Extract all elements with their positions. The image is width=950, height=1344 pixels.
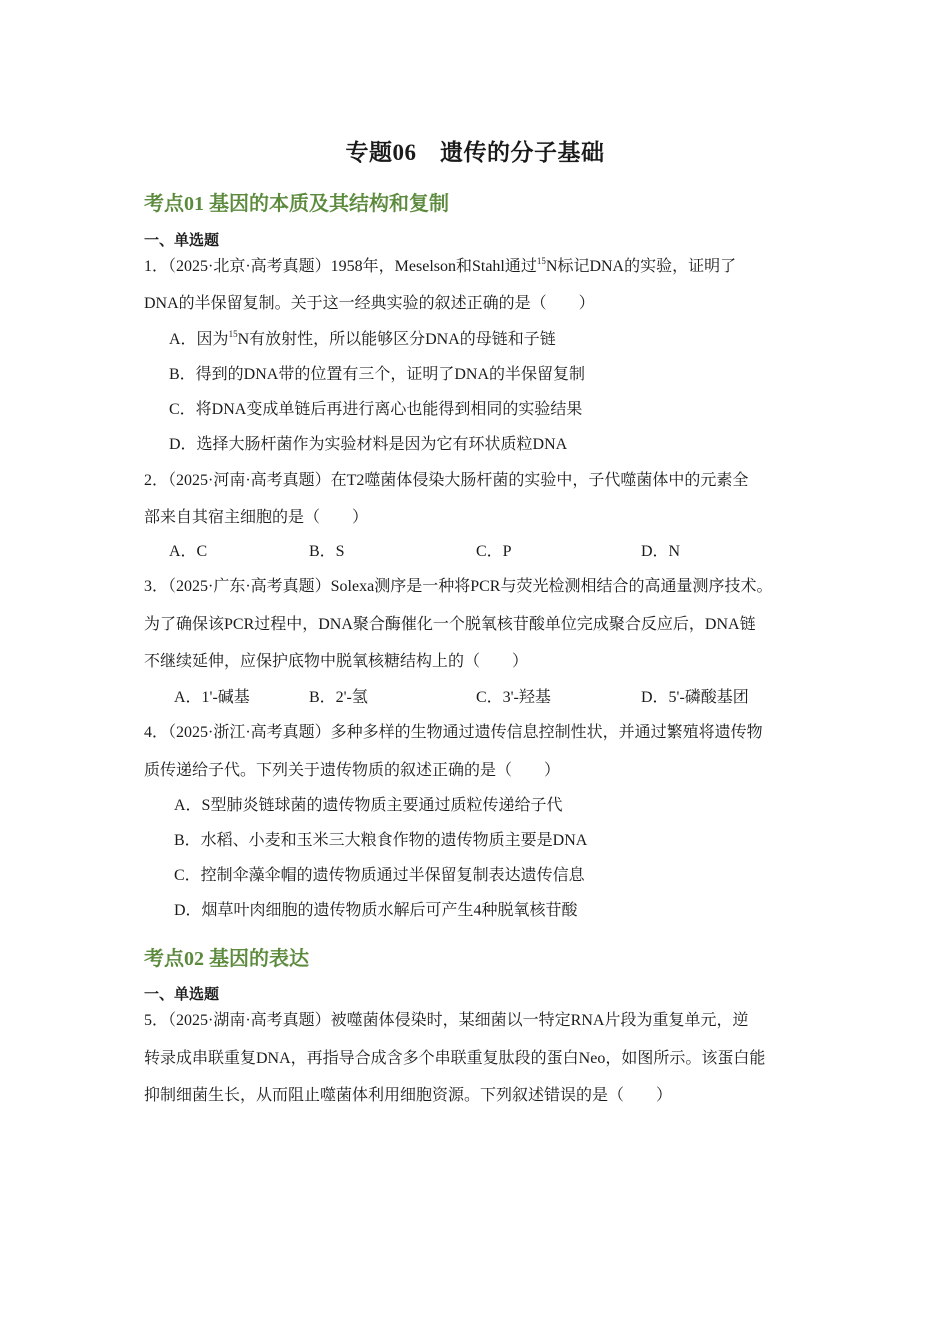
question-1-text-b: N标记DNA的实验，证明了: [545, 258, 737, 275]
question-1-line-1: [144, 253, 736, 276]
option-text: A．因为: [169, 331, 229, 348]
superscript: 15: [536, 256, 546, 266]
question-2-option-b: B．S: [309, 543, 345, 560]
question-2-option-c: C．P: [476, 543, 512, 560]
question-1-option-b: B．得到的DNA带的位置有三个，证明了DNA的半保留复制: [169, 366, 586, 383]
question-4-line-2: 质传递给子代。下列关于遗传物质的叙述正确的是（ ）: [144, 762, 561, 779]
question-type-label-1: 一、单选题: [144, 233, 220, 249]
question-3-option-c: C．3'-羟基: [476, 689, 551, 706]
option-text: N有放射性，所以能够区分DNA的母链和子链: [237, 331, 556, 348]
question-4-option-d: D．烟草叶肉细胞的遗传物质水解后可产生4种脱氧核苷酸: [174, 902, 578, 919]
section-heading-1: 考点01 基因的本质及其结构和复制: [144, 193, 449, 215]
question-2-line-2: 部来自其宿主细胞的是（ ）: [144, 509, 369, 526]
question-5-line-1: 5．（2025·湖南·高考真题）被噬菌体侵染时，某细菌以一特定RNA片段为重复单元，逆: [144, 1012, 749, 1029]
question-1-option-d: D．选择大肠杆菌作为实验材料是因为它有环状质粒DNA: [169, 436, 568, 453]
question-5-line-2: 转录成串联重复DNA，再指导合成含多个串联重复肽段的蛋白Neo，如图所示。该蛋白能: [144, 1050, 766, 1067]
question-1-option-a: [169, 326, 556, 349]
question-3-option-b: B．2'-氢: [309, 689, 368, 706]
question-4-line-1: 4．（2025·浙江·高考真题）多种多样的生物通过遗传信息控制性状，并通过繁殖将遗传物: [144, 724, 763, 741]
question-4-option-a: A．S型肺炎链球菌的遗传物质主要通过质粒传递给子代: [174, 797, 563, 814]
section-heading-2: 考点02 基因的表达: [144, 948, 309, 970]
question-1-line-2: DNA的半保留复制。关于这一经典实验的叙述正确的是（ ）: [144, 295, 595, 312]
question-1-text-a: 1．（2025·北京·高考真题）1958年，Meselson和Stahl通过: [144, 258, 537, 275]
question-type-label-2: 一、单选题: [144, 987, 220, 1003]
question-4-option-c: C．控制伞藻伞帽的遗传物质通过半保留复制表达遗传信息: [174, 867, 585, 884]
question-2-line-1: 2．（2025·河南·高考真题）在T2噬菌体侵染大肠杆菌的实验中，子代噬菌体中的元素全: [144, 472, 749, 489]
question-4-option-b: B．水稻、小麦和玉米三大粮食作物的遗传物质主要是DNA: [174, 832, 588, 849]
question-5-line-3: 抑制细菌生长，从而阻止噬菌体利用细胞资源。下列叙述错误的是（ ）: [144, 1087, 673, 1104]
question-3-line-1: 3．（2025·广东·高考真题）Solexa测序是一种将PCR与荧光检测相结合的高通量测序技术。: [144, 578, 773, 595]
question-3-option-d: D．5'-磷酸基团: [641, 689, 749, 706]
page-title: 专题06 遗传的分子基础: [345, 140, 605, 165]
question-3-line-2: 为了确保该PCR过程中，DNA聚合酶催化一个脱氧核苷酸单位完成聚合反应后，DNA链: [144, 616, 756, 633]
question-1-option-c: C．将DNA变成单链后再进行离心也能得到相同的实验结果: [169, 401, 583, 418]
superscript: 15: [228, 329, 238, 339]
question-3-option-a: A．1'-碱基: [174, 689, 250, 706]
question-2-option-d: D．N: [641, 543, 681, 560]
question-3-line-3: 不继续延伸，应保护底物中脱氧核糖结构上的（ ）: [144, 653, 529, 670]
question-2-option-a: A．C: [169, 543, 208, 560]
